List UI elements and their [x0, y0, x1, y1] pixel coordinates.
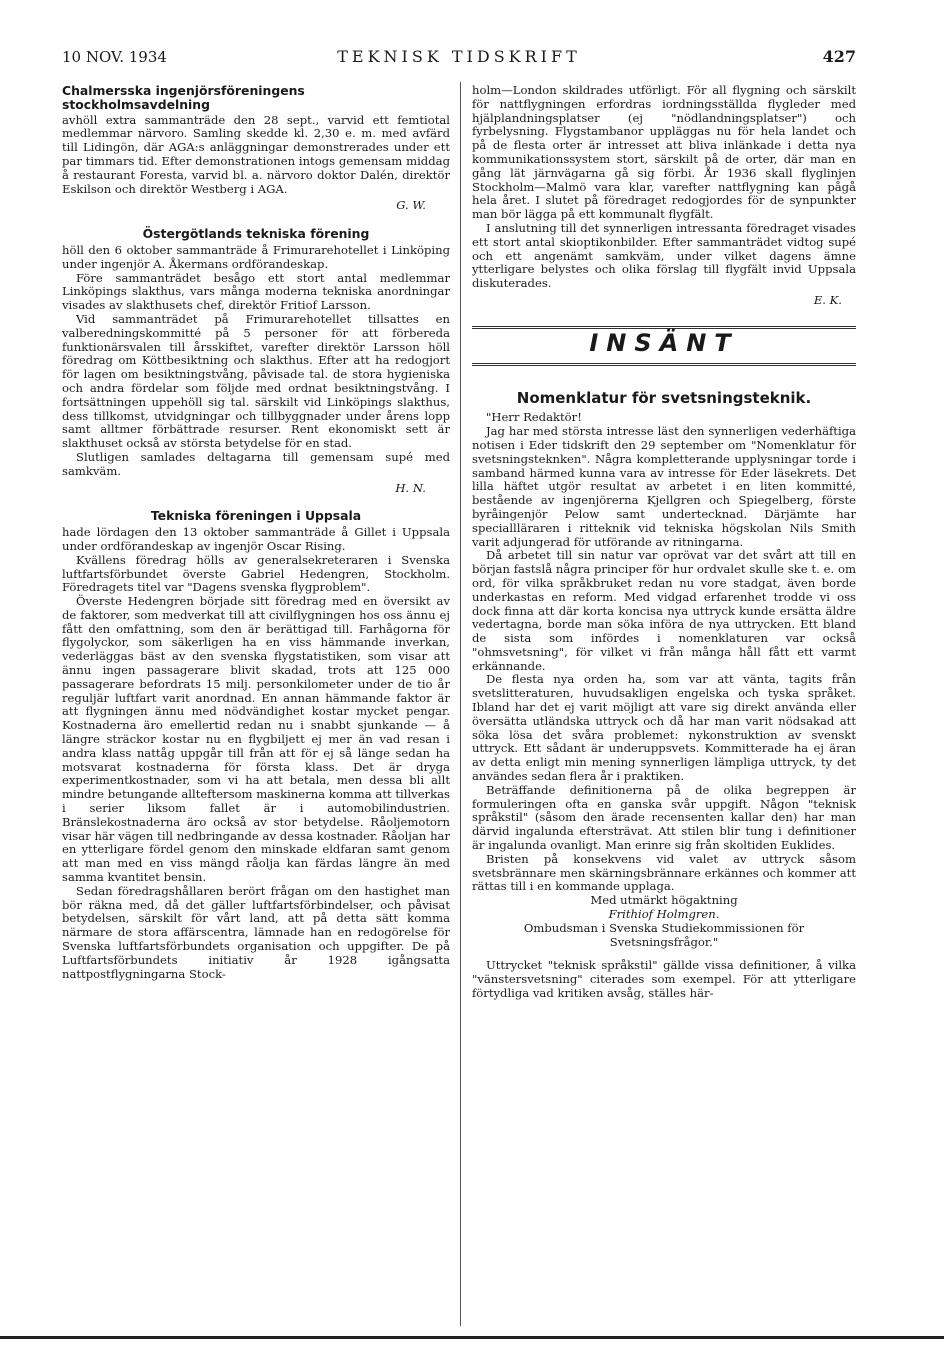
- letter-paragraph: Beträffande definitionerna på de olika begreppen är formuleringen ofta en ganska svår uppgift. Någon "teknisk språkstil" (såsom den ärade recensenten kallar den) har man därvid ingalunda eftersträvat. Att stilen blir tung i definitioner är ingalunda ovanligt. Man erinre sig från skoltiden Euklides.: [472, 782, 856, 853]
- article-paragraph: Sedan föredragshållaren berört frågan om den hastighet man bör räkna med, då det gäller luftfartsförbindelser, och påvisat betydelsen, särskilt för vårt land, att på detta sätt komma närmare de stora affärscentra, lämnade han en redogörelse för Svenska luftfartsförbundets organisation och uppgifter. De på Luftfartsförbundets initiativ år 1928 igångsatta nattpostflygningarna Stock-: [62, 883, 450, 981]
- letter-heading: Nomenklatur för svetsningsteknik.: [516, 388, 812, 407]
- article-chalmersska: [62, 84, 450, 213]
- letter-signer: Frithiof Holmgren.: [608, 907, 720, 922]
- article-paragraph: Slutligen samlades deltagarna till gemensam supé med samkväm.: [62, 449, 450, 478]
- section-banner-title: INSÄNT: [589, 328, 739, 357]
- editor-note-paragraph: Uttrycket "teknisk språkstil" gällde vissa definitioner, å vilka "vänstersvetsning" citerades som exempel. För att ytterligare förtydliga vad kritiken avsåg, ställes här-: [472, 958, 856, 1001]
- letter-signer-title: Ombudsman i Svenska Studiekommissionen för Svetsningsfrågor.": [523, 920, 805, 949]
- article-uppsala-continued: [472, 84, 856, 308]
- journal-title: TEKNISK TIDSKRIFT: [337, 47, 581, 66]
- article-paragraph: avhöll extra sammanträde den 28 sept., varvid ett femtiotal medlemmar närvoro. Samling skedde kl. 2,30 e. m. med avfärd till Lidingön, där AGA:s anläggningar demonstrerades under ett par timmars tid. Efter demonstrationen intogs gemensam middag å restaurant Foresta, varvid bl. a. närvoro doktor Dalén, direktör Eskilson och direktör Westberg i AGA.: [62, 112, 450, 196]
- section-banner: [472, 326, 856, 366]
- letter-paragraph: De flesta nya orden ha, som var att vänta, tagits från svetslitteraturen, huvudsakligen engelska och tyska språket. Ibland har det ej varit möjligt att vare sig direkt använda eller översätta utländska uttryck och då har man varit nödsakad att söka lösa det svåra problemet: nykonstruktion av svenskt uttryck. Ett sådant är underuppsvets. Kommitterade ha ej äran av detta enligt min mening synnerligen lämpliga uttryck, ty det användes sedan flera år i praktiken.: [472, 672, 856, 784]
- letter-paragraph: Då arbetet till sin natur var oprövat var det svårt att till en början fastslå några principer för hur ordvalet skulle ske t. e. om ord, för vilka språkbruket redan nu vore stadgat, även borde underkastas en reform. Med vidgad erfarenhet trodde vi oss dock finna att där korta koncisa nya uttryck kunde ersätta äldre vedertagna, borde man söka införa de nya uttrycken. Ett bland de sista som infördes i nomenklaturen var också "ohmsvetsning", för vilket vi från många håll fått ett varmt erkännande.: [472, 548, 856, 673]
- article-heading: Östergötlands tekniska förening: [142, 226, 370, 242]
- article-paragraph: hade lördagen den 13 oktober sammanträde å Gillet i Uppsala under ordförandeskap av ingenjör Oscar Rising.: [62, 525, 450, 553]
- article-signature: H. N.: [395, 480, 426, 495]
- letter-closing: Med utmärkt högaktning: [590, 893, 738, 908]
- article-paragraph: höll den 6 oktober sammanträde å Frimurarehotellet i Linköping under ingenjör A. Åkermans ordförandeskap.: [62, 242, 450, 271]
- letter-salutation: "Herr Redaktör!: [486, 410, 582, 425]
- running-head: [62, 44, 856, 70]
- article-paragraph: Vid sammanträdet på Frimurarehotellet tillsattes en valberedningskommitté på 5 personer för att förbereda funktionärsvalen till årsskiftet, varefter direktör Larsson höll föredrag om Köttbesiktning och slakthus. Efter att ha redogjort för lagen om besiktningstvång, påvisade tal. de stora hygieniska och andra fördelar som följde med ordnat besiktningstvång. I fortsättningen uppehöll sig tal. särskilt vid Linköpings slakthus, dess tillkomst, utvidgningar och tillbyggnader under årens lopp samt alltmer förbättrade resurser. Rent ekonomiskt sett är slakthuset också av största betydelse för en stad.: [62, 311, 450, 451]
- article-ostergotland: [62, 227, 450, 495]
- letter-paragraph: Jag har med största intresse läst den synnerligen vederhäftiga notisen i Eder tidskrift den 29 september om "Nomenklatur för svetsningsteknken". Några kompletterande upplysningar torde i samband härmed kunna vara av intresse för Eder läsekrets. Det lilla häftet utgör resultat av arbetet i en liten kommitté, bestående av ingenjörerna Kjellgren och Spiegelberg, förste byråingenjör Pelow samt undertecknad. Därjämte har speciallläraren i ritteknik vid tekniska högskolan Nils Smith varit adjungerad för utförande av ritningarna.: [472, 424, 856, 549]
- issue-date: 10 NOV. 1934: [62, 48, 167, 66]
- letter-paragraph: Bristen på konsekvens vid valet av uttryck såsom svetsbrännare men skärningsbrännare erkännes och kommer att rättas till i en kommande upplaga.: [472, 851, 856, 894]
- page-number: 427: [822, 47, 856, 66]
- article-paragraph: I anslutning till det synnerligen intressanta föredraget visades ett stort antal skioptikonbilder. Efter sammanträdet vidtog supé och ett angenämt samkväm, under vilket dagens ämne ytterligare belystes och olika förslag till flygfält invid Uppsala diskuterades.: [472, 220, 856, 291]
- article-heading: Chalmersska ingenjörsföreningens stockholmsavdelning: [62, 84, 305, 112]
- article-paragraph: Före sammanträdet besågo ett stort antal medlemmar Linköpings slakthus, vars många moderna tekniska anordningar visades av slakthusets chef, direktör Fritiof Larsson.: [62, 270, 450, 313]
- article-heading: Tekniska föreningen i Uppsala: [150, 508, 362, 524]
- bottom-rule: [0, 1336, 944, 1339]
- article-signature: E. K.: [813, 292, 842, 307]
- article-signature: G. W.: [396, 198, 426, 213]
- article-paragraph: holm—London skildrades utförligt. För all flygning och särskilt för nattflygningen erfordras iordningsställda flygleder med hjälplandningsplatser (ej "nödlandningsplatser") och fyrbelysning. Flygstambanor uppläggas nu för hela landet och på de flesta orter är intresset att bliva inlänkade i detta nya kommunikationssystem stort, särskilt på de orter, där man en gång lät järnvägarna gå sig förbi. År 1936 skall flyglinjen Stockholm—Malmö vara klar, varefter nattflygning kan pågå hela året. I slutet på föredraget redogjordes för de synpunkter man bör lägga på ett kommunalt flygfält.: [472, 84, 856, 222]
- letter-nomenklatur: [472, 388, 856, 1001]
- article-paragraph: Kvällens föredrag hölls av generalsekreteraren i Svenska luftfartsförbundet överste Gabriel Hedengren, Stockholm. Föredragets titel var "Dagens svenska flygproblem".: [62, 552, 450, 595]
- article-uppsala: [62, 509, 450, 981]
- right-column: [472, 84, 856, 1324]
- column-divider: [460, 82, 461, 1326]
- left-column: [62, 84, 450, 1324]
- article-paragraph: Överste Hedengren började sitt föredrag med en översikt av de faktorer, som medverkat till att civilflygningen hos oss ännu ej fått den omfattning, som den är berättigad till. Farhågorna för flygolyckor, som säkerligen ha en viss hämmande inverkan, vederläggas bäst av den svenska flygstatistiken, som visar att ännu ingen passagerare blivit skadad, trots att 125 000 passagerare befordrats 15 milj. personkilometer under de tio år reguljär luftfart varit anordnad. En annan hämmande faktor är att flygningen ännu med nödvändighet kostar mycket pengar. Kostnaderna äro emellertid redan nu i snabbt sjunkande — å längre sträckor kostar nu en flygbiljett ej mer än vad resan i andra klass nattåg uppgår till från att för ej så länge sedan ha motsvarat kostnaderna för första klass. Det är dryga experimentkostnader, som vi ha att betala, men dessa bli allt mindre betungande allteftersom maskinerna komma att tillverkas i serier liksom fallet är i automobilindustrien. Bränslekostnaderna äro också av stor betydelse. Råoljemotorn visar här vägen till nedbringande av dessa kostnader. Råoljan har en ytterligare fördel genom den minskade eldfaran samt genom att man med en viss mängd råolja kan färdas längre än med samma kvantitet bensin.: [62, 594, 450, 885]
